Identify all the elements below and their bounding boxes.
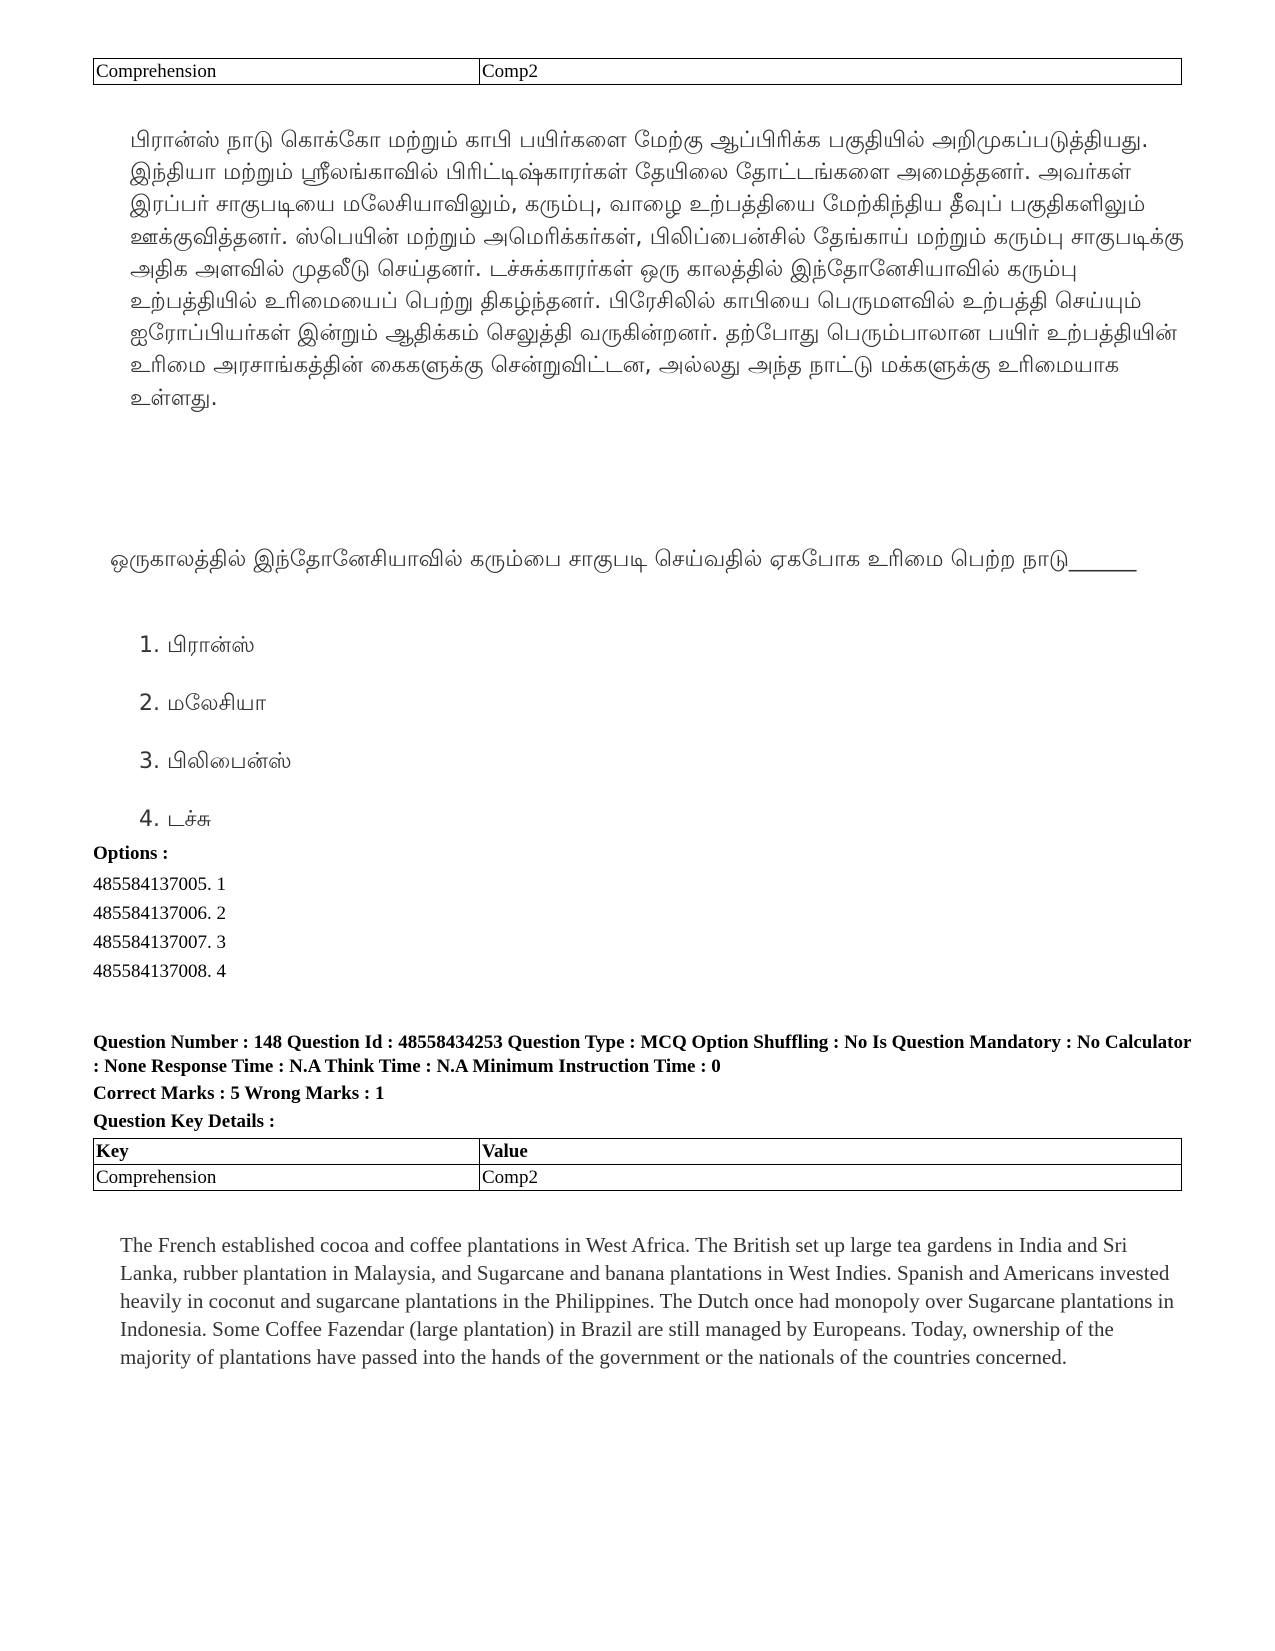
english-passage: The French established cocoa and coffee plantations in West Africa. The British set up large tea gardens in India and Sri Lanka, rubber plantation in Malaysia, and Sugarcane and banana plantations in West Indies. Spanish and Americans invested heavily in coconut and sugarcane plantations in the Philippines. The Dutch once had monopoly over Sugarcane plantations in Indonesia. Some Coffee Fazendar (large plantation) in Brazil are still managed by Europeans. Today, ownership of the majority of plantations have passed into the hands of the government or the nationals of the countries concerned. — [120, 1233, 1175, 1369]
option-item: 485584137006. 2 — [93, 903, 226, 924]
option-item: 485584137005. 1 — [93, 874, 226, 895]
table-cell-value: Comp2 — [480, 1165, 1182, 1191]
tamil-passage — [130, 124, 1190, 414]
table-cell-key: Comprehension — [94, 59, 480, 85]
key-details-heading: Question Key Details : — [93, 1111, 276, 1132]
choice-item-4: 4. டச்சு — [139, 807, 212, 832]
key-value-table — [93, 1138, 1182, 1191]
table-row — [94, 1165, 1182, 1191]
comprehension-table — [93, 58, 1182, 85]
choice-item-3: 3. பிலிபைன்ஸ் — [139, 749, 292, 774]
table-cell-value: Comp2 — [480, 59, 1182, 85]
option-item: 485584137007. 3 — [93, 932, 226, 953]
options-heading: Options : — [93, 843, 169, 864]
marks-line: Correct Marks : 5 Wrong Marks : 1 — [93, 1083, 385, 1104]
choice-list — [139, 632, 292, 864]
choice-item-2: 2. மலேசியா — [139, 691, 267, 716]
tamil-passage-text: பிரான்ஸ் நாடு கொக்கோ மற்றும் காபி பயிர்களை மேற்கு ஆப்பிரிக்க பகுதியில் அறிமுகப்படுத்தியது. இந்தியா மற்றும் ஸ்ரீலங்காவில் பிரிட்டிஷ்காரர்கள் தேயிலை தோட்டங்களை அமைத்தனர். அவர்கள் இரப்பர் சாகுபடியை மலேசியாவிலும், கரும்பு, வாழை உற்பத்தியை மேற்கிந்திய தீவுப் பகுதிகளிலும் ஊக்குவித்தனர். ஸ்பெயின் மற்றும் அமெரிக்கர்கள், பிலிப்பைன்சில் தேங்காய் மற்றும் கரும்பு சாகுபடிக்கு அதிக அளவில் முதலீடு செய்தனர். டச்சுக்காரர்கள் ஒரு காலத்தில் இந்தோனேசியாவில் கரும்பு உற்பத்தியில் உரிமையைப் பெற்று திகழ்ந்தனர். பிரேசிலில் காபியை பெருமளவில் உற்பத்தி செய்யும் ஐரோப்பியர்கள் இன்றும் ஆதிக்கம் செலுத்தி வருகின்றனர். தற்போது பெரும்பாலான பயிர் உற்பத்தியின் உரிமை அரசாங்கத்தின் கைகளுக்கு சென்றுவிட்டன, அல்லது அந்த நாட்டு மக்களுக்கு உரிமையாக உள்ளது. — [130, 127, 1184, 411]
table-header-key: Key — [94, 1139, 480, 1165]
option-item: 485584137008. 4 — [93, 961, 226, 982]
question-metadata: Question Number : 148 Question Id : 48558434253 Question Type : MCQ Option Shuffling : No Is Question Mandatory : No Calculator : None Response Time : N.A Think Time : N.A Minimum Instruction Time : 0 — [93, 1032, 1192, 1077]
table-row — [94, 59, 1182, 85]
question-text: ஒருகாலத்தில் இந்தோனேசியாவில் கரும்பை சாகுபடி செய்வதில் ஏகபோக உரிமை பெற்ற நாடு______ — [110, 546, 1137, 572]
choice-item-1: 1. பிரான்ஸ் — [139, 633, 255, 658]
options-list — [93, 870, 226, 986]
table-header-value: Value — [480, 1139, 1182, 1165]
table-cell-key: Comprehension — [94, 1165, 480, 1191]
table-header-row — [94, 1139, 1182, 1165]
